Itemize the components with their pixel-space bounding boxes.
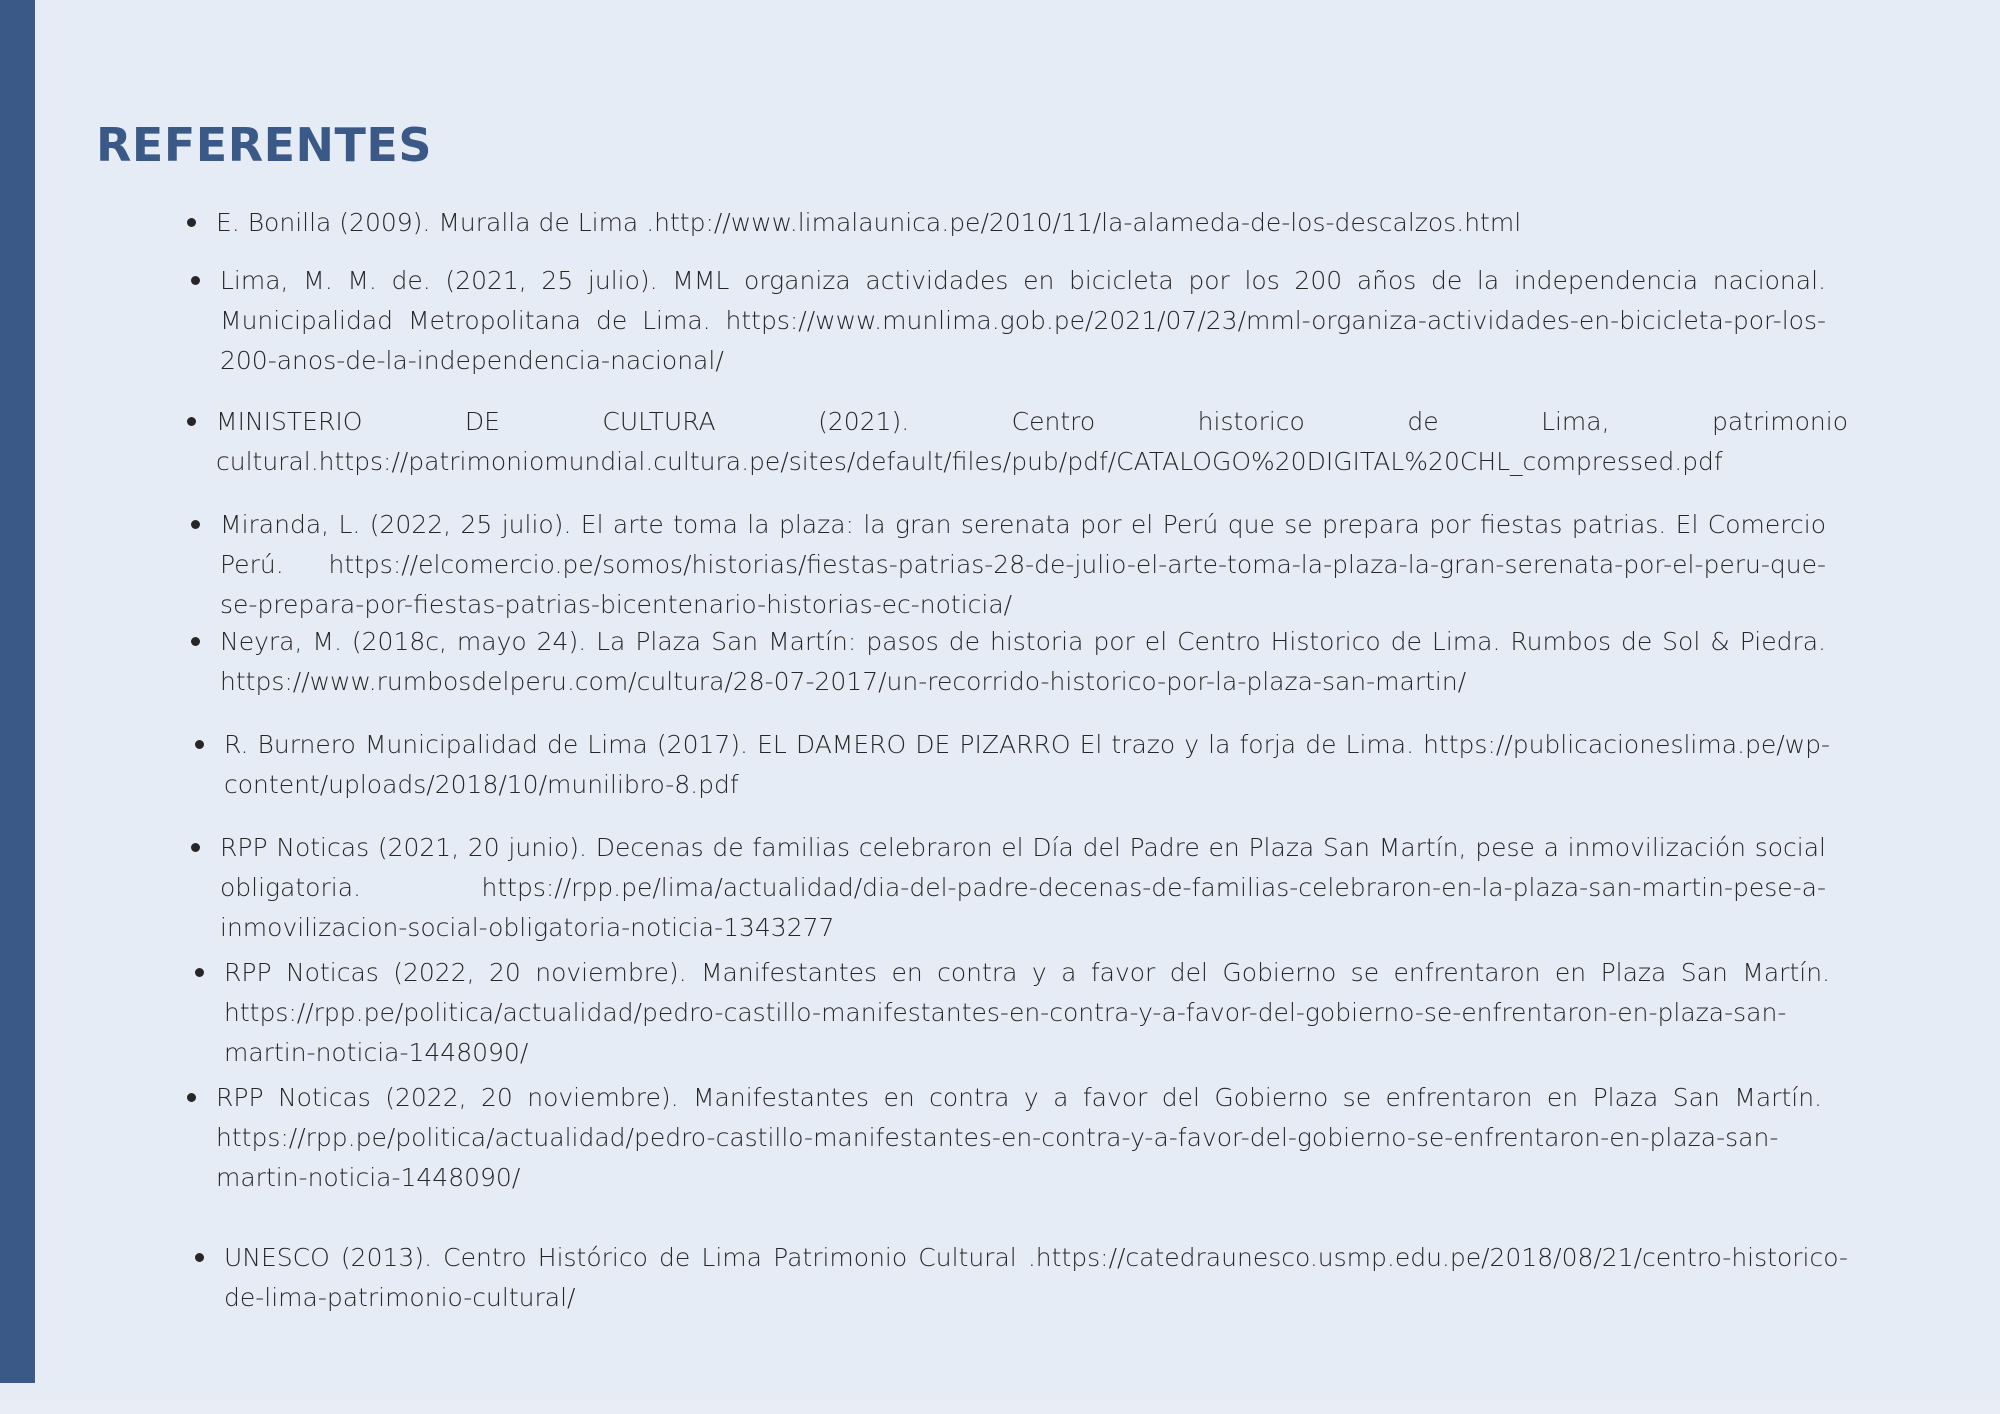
left-accent-bar [0, 0, 35, 1383]
bullet-icon [187, 218, 196, 227]
reference-item: E. Bonilla (2009). Muralla de Lima .http://www.limalaunica.pe/2010/11/la-alameda-de-los-descalzos.html [216, 208, 1522, 237]
bullet-icon [187, 1093, 196, 1102]
reference-item: Miranda, L. (2022, 25 julio). El arte toma la plaza: la gran serenata por el Perú que se prepara por fiestas patrias. El Comercio Perú. https://elcomercio.pe/somos/historias/fiestas-patrias-28-de-julio-el-arte-toma-la-plaza-la-gran-serenata-por-el-peru-que-se-prepara-por-fiestas-patrias-bicentenario-historias-ec-noticia/ [220, 510, 1826, 619]
bullet-icon [191, 520, 200, 529]
page-title: REFERENTES [96, 118, 432, 172]
bullet-icon [195, 1253, 204, 1262]
bullet-icon [195, 968, 204, 977]
reference-item: Lima, M. M. de. (2021, 25 julio). MML organiza actividades en bicicleta por los 200 años de la independencia nacional. Municipalidad Metropolitana de Lima. https://www.munlima.gob.pe/2021/07/23/mml-organiza-actividades-en-bicicleta-por-los-200-anos-de-la-independencia-nacional/ [220, 266, 1826, 375]
bullet-icon [191, 843, 200, 852]
reference-item: RPP Noticas (2022, 20 noviembre). Manifestantes en contra y a favor del Gobierno se enfrentaron en Plaza San Martín. https://rpp.pe/politica/actualidad/pedro-castillo-manifestantes-en-contra-y-a-favor-del-gobierno-se-enfrentaron-en-plaza-san-martin-noticia-1448090/ [224, 958, 1830, 1067]
reference-item: RPP Noticas (2021, 20 junio). Decenas de familias celebraron el Día del Padre en Plaza San Martín, pese a inmovilización social obligatoria. https://rpp.pe/lima/actualidad/dia-del-padre-decenas-de-familias-celebraron-en-la-plaza-san-martin-pese-a-inmovilizacion-social-obligatoria-noticia-1343277 [220, 833, 1826, 942]
bullet-icon [191, 637, 200, 646]
reference-item: MINISTERIO DE CULTURA (2021). Centro historico de Lima, patrimonio cultural.https://patrimoniomundial.cultura.pe/sites/default/files/pub/pdf/CATALOGO%20DIGITAL%20CHL_compressed.pdf [216, 407, 1848, 476]
reference-item: UNESCO (2013). Centro Histórico de Lima Patrimonio Cultural .https://catedraunesco.usmp.edu.pe/2018/08/21/centro-historico-de-lima-patrimonio-cultural/ [224, 1243, 1848, 1312]
reference-item: R. Burnero Municipalidad de Lima (2017). EL DAMERO DE PIZARRO El trazo y la forja de Lima. https://publicacioneslima.pe/wp-content/uploads/2018/10/munilibro-8.pdf [224, 730, 1830, 799]
reference-item: Neyra, M. (2018c, mayo 24). La Plaza San Martín: pasos de historia por el Centro Historico de Lima. Rumbos de Sol & Piedra. https://www.rumbosdelperu.com/cultura/28-07-2017/un-recorrido-historico-por-la-plaza-san-martin/ [220, 627, 1826, 696]
bullet-icon [195, 740, 204, 749]
bullet-icon [191, 276, 200, 285]
reference-item: RPP Noticas (2022, 20 noviembre). Manifestantes en contra y a favor del Gobierno se enfrentaron en Plaza San Martín. https://rpp.pe/politica/actualidad/pedro-castillo-manifestantes-en-contra-y-a-favor-del-gobierno-se-enfrentaron-en-plaza-san-martin-noticia-1448090/ [216, 1083, 1822, 1192]
bullet-icon [187, 417, 196, 426]
bottom-strip [0, 1400, 2000, 1414]
